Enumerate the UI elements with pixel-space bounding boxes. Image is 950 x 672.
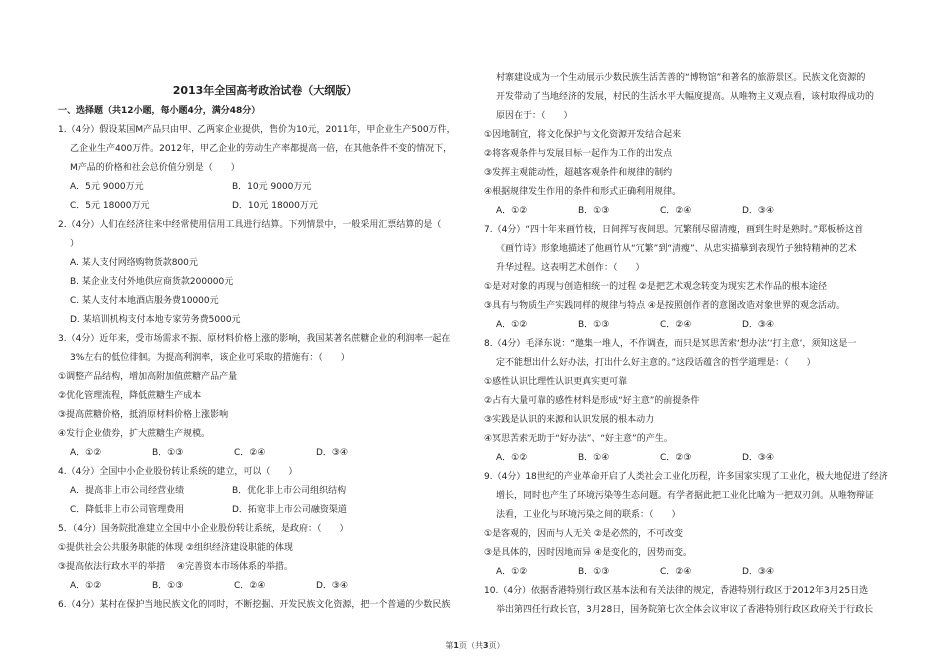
option-a[interactable]: A．①② [496,206,528,216]
option-b[interactable]: B．①④ [578,453,610,463]
q9-line: 增长，同时也产生了环境污染等生态问题。有学者据此把工业化比喻为一把双刃剑。从唯物辩证 [496,491,875,501]
q3-item: ①调整产品结构，增加高附加值蔗糖产品产量 [58,372,238,382]
option-c[interactable]: C．②④ [660,206,692,216]
option-d[interactable]: D．③④ [316,448,349,458]
question-3 [58,330,472,463]
option-d[interactable]: D. 某培训机构支付本地专家劳务费5000元 [70,315,241,325]
q8-item: ②占有大量可靠的感性材料是形成“好主意”的前提条件 [484,396,700,406]
option-a[interactable]: A. 某人支付网络购物货款800元 [70,258,198,268]
option-b[interactable]: B．①③ [152,448,184,458]
footer-suffix: 页） [488,641,505,650]
q6-options [484,202,904,221]
question-9 [484,468,904,582]
q3-item: ②优化管理流程，降低蔗糖生产成本 [58,391,202,401]
q1-options [58,178,472,197]
question-2 [58,216,472,330]
q6-line: 6.（4分）某村在保护当地民族文化的同时，不断挖掘、开发民族文化资源，把一个普通的少数民族 [58,600,451,610]
option-b[interactable]: B．①③ [578,567,610,577]
section-heading: 一、选择题（共12小题，每小题4分，满分48分） [58,106,261,116]
q10-line: 举出第四任行政长官，3月28日，国务院第七次全体会议审议了香港特别行政区政府关于行政长 [496,605,874,615]
page-total: 3 [483,641,489,650]
q6-line: 村寨建设成为一个生动展示少数民族生活苦善的“博物馆”和著名的旅游景区。民族文化资源的 [496,73,866,83]
q4-options [58,501,472,520]
q8-line: 定不能想出什么好办法，打出什么好主意的。”这段话蕴含的哲学道理是：（ ） [496,358,816,368]
question-8 [484,335,904,468]
q7-item: ③具有与物质生产实践同样的规律与特点 ④是按照创作者的意图改造对象世界的观念活动。 [484,301,845,311]
option-d[interactable]: D．③④ [316,581,349,591]
option-c[interactable]: C．②③ [660,453,692,463]
q1-options [58,197,472,216]
option-d[interactable]: D．③④ [742,206,775,216]
q6-item: ④根据规律发生作用的条件和形式正确利用规律。 [484,187,682,197]
page-footer [0,640,950,651]
question-10 [484,582,904,620]
q8-item: ①感性认识比理性认识更真实更可靠 [484,377,628,387]
question-6-continued [484,69,904,221]
q4-options [58,482,472,501]
q3-line: 3.（4分）近年来，受市场需求不振、原材料价格上涨的影响，我国某著名蔗糖企业的利润率一起在 [58,334,451,344]
q7-item: ①是对对象的再现与创造相统一的过程 ②是把艺术观念转变为现实艺术作品的根本途径 [484,282,827,292]
option-c[interactable]: C. 某人支付本地酒店服务费10000元 [70,296,219,306]
q3-options [58,444,472,463]
option-c[interactable]: C．②④ [660,567,692,577]
page-number: 1 [453,641,459,650]
q5-options [58,577,472,596]
option-a[interactable]: A．①② [70,448,102,458]
q8-item: ③实践是认识的来源和认识发展的根本动力 [484,415,655,425]
q4-line: 4.（4分）全国中小企业股份转让系统的建立，可以（ ） [58,467,298,477]
option-a[interactable]: A．提高非上市公司经营业绩 [70,486,185,496]
q8-options [484,449,904,468]
q5-line: 5．（4分）国务院批准建立全国中小企业股份转让系统，是政府：（ ） [58,524,349,534]
option-d[interactable]: D．③④ [742,567,775,577]
q5-item: ①提供社会公共服务职能的体现 ②组织经济建设职能的体现 [58,543,293,553]
option-c[interactable]: C．②④ [660,320,692,330]
q7-line: 升华过程。这表明艺术创作：（ ） [496,263,645,273]
q1-line: M产品的价格和社会总价值分别是（ ） [70,163,240,173]
question-7 [484,221,904,335]
footer-mid: 页（共 [459,641,483,650]
q6-item: ①因地制宜，将文化保护与文化资源开发结合起来 [484,130,682,140]
q6-line: 原因在于：（ ） [496,111,573,121]
q1-line: 乙企业生产400万件。2012年，甲乙企业的劳动生产率都提高一倍，在其他条件不变的情况下， [70,144,453,154]
q9-item: ①是客观的，因而与人无关 ②是必然的，不可改变 [484,529,683,539]
question-4 [58,463,472,520]
right-column [484,69,904,620]
q9-options [484,563,904,582]
option-b[interactable]: B．10元 9000万元 [232,182,312,192]
option-b[interactable]: B. 某企业支付外地供应商货款200000元 [70,277,234,287]
q3-line: 3%左右的低位徘徊。为提高利润率，该企业可采取的措施有：（ ） [70,353,350,363]
q3-item: ③提高蔗糖价格，抵消原材料价格上涨影响 [58,410,229,420]
option-b[interactable]: B．①③ [578,320,610,330]
option-d[interactable]: D．拓宽非上市公司融资渠道 [232,505,347,515]
paper-title: 2013年全国高考政治试卷（大纲版） [172,84,358,97]
q9-item: ③是具体的，因时因地而异 ④是变化的，因势而变。 [484,548,692,558]
option-c[interactable]: C．②④ [234,581,266,591]
q6-item: ③发挥主观能动性，超越客观条件和规律的制约 [484,168,673,178]
option-a[interactable]: A．①② [70,581,102,591]
option-a[interactable]: A．①② [496,320,528,330]
option-b[interactable]: B．优化非上市公司组织结构 [232,486,347,496]
q8-line: 8.（4分）毛泽东说：“邀集一堆人，不作调查，而只是冥思苦索‘想办法’‘打主意’，须知这是一 [484,339,857,349]
q7-line: 《画竹诗》形象地描述了他画竹从“冗繁”到“清瘦”、从忠实描摹到表现竹子独特精神的艺术 [496,244,857,254]
q9-line: 法看，工业化与环境污染之间的联系：（ ） [496,510,681,520]
option-d[interactable]: D．10元 18000万元 [232,201,318,211]
footer-prefix: 第 [445,641,454,650]
option-a[interactable]: A．①② [496,567,528,577]
question-5 [58,520,472,596]
q9-line: 9.（4分）18世纪的产业革命开启了人类社会工业化历程，许多国家实现了工业化，极大地促进了经济 [484,472,888,482]
left-column [58,81,472,615]
q10-line: 10.（4分）依据香港特别行政区基本法和有关法律的规定，香港特别行政区于2012年3月25日选 [484,586,869,596]
option-b[interactable]: B．①③ [578,206,610,216]
option-b[interactable]: B．①③ [152,581,184,591]
q7-line: 7.（4分）“四十年来画竹枝，日间挥写夜间思。冗繁削尽留清瘦，画到生时是熟时。”郑板桥这首 [484,225,864,235]
option-d[interactable]: D．③④ [742,320,775,330]
q8-item: ④冥思苦索无助于“好办法”、“好主意”的产生。 [484,434,673,444]
q5-item: ③提高依法行政水平的举措 ④完善资本市场体系的举措。 [58,562,293,572]
question-6 [58,596,472,615]
q7-options [484,316,904,335]
q6-line: 开发带动了当地经济的发展，村民的生活水平大幅度提高。从唯物主义观点看，该村取得成功的 [496,92,875,102]
q6-item: ②将客观条件与发展目标一起作为工作的出发点 [484,149,673,159]
question-1 [58,121,472,216]
option-a[interactable]: A．5元 9000万元 [70,182,144,192]
option-a[interactable]: A．①② [496,453,528,463]
option-c[interactable]: C．②④ [234,448,266,458]
q2-line: ） [70,239,80,249]
option-c[interactable]: C．5元 18000万元 [70,201,150,211]
option-d[interactable]: D．③④ [742,453,775,463]
q1-line: 1.（4分）假设某国M产品只由甲、乙两家企业提供，售价为10元，2011年，甲企业生产500万件， [58,125,456,135]
q2-line: 2.（4分）人们在经济往来中经常使用信用工具进行结算。下列情景中，一般采用汇票结算的是（ [58,220,442,230]
option-c[interactable]: C．降低非上市公司管理费用 [70,505,185,515]
q3-item: ④发行企业债券，扩大蔗糖生产规模。 [58,429,211,439]
